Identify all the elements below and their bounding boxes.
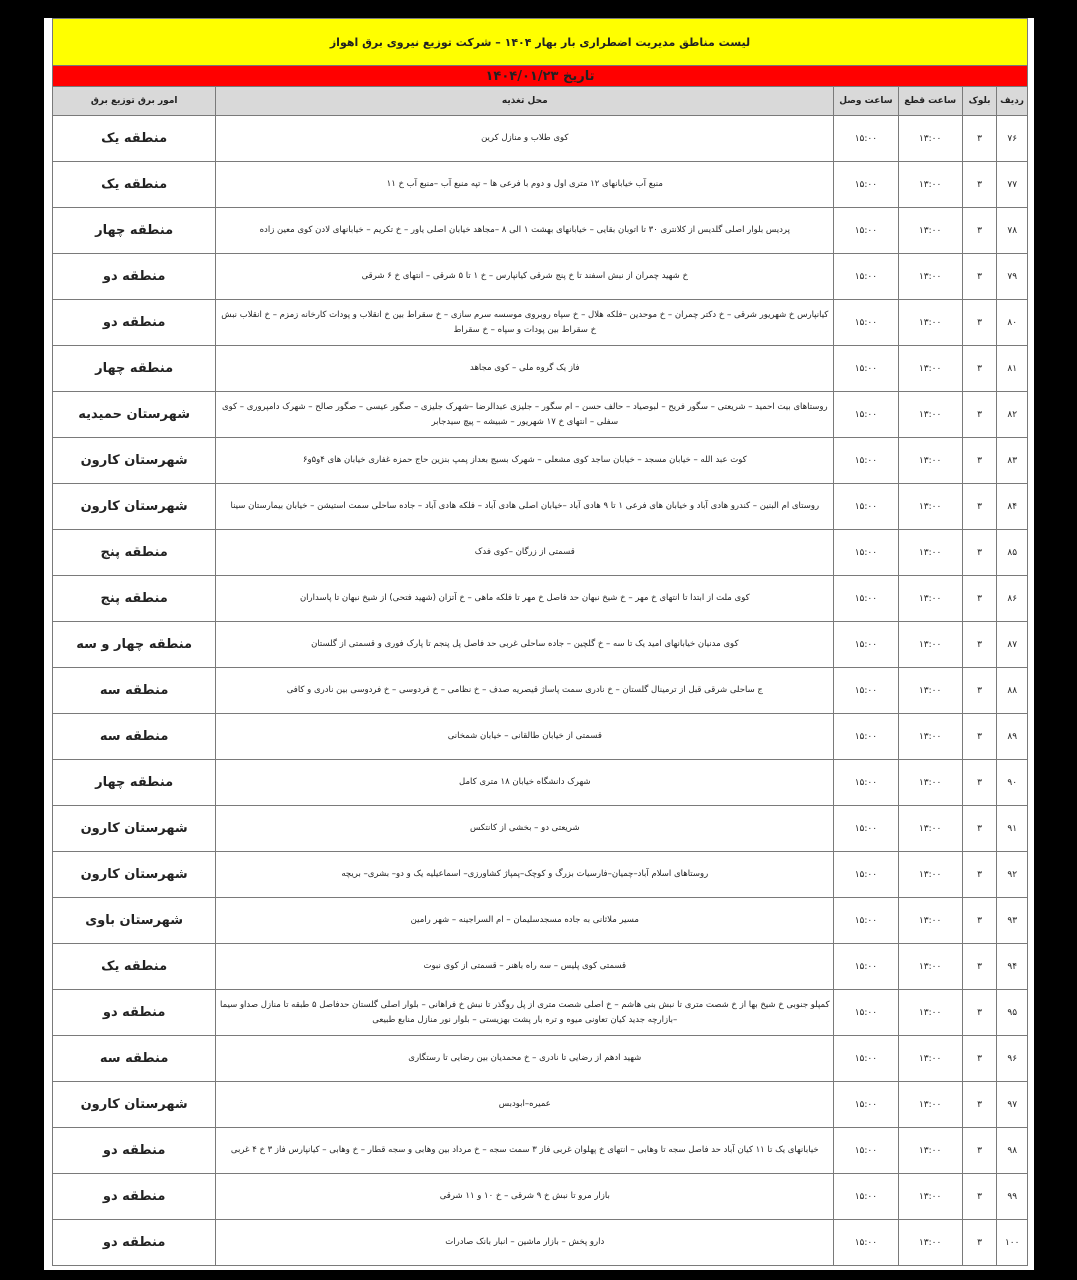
location-cell: روستاهای اسلام آباد–چمیان–فارسیات بزرگ و کوچک–پمپاژ کشاورزی– اسماعیلیه یک و دو– بشری– بریچه <box>216 852 834 898</box>
cut-time-cell: ۱۳:۰۰ <box>898 714 962 760</box>
row-number: ۹۹ <box>997 1174 1028 1220</box>
block-cell: ۳ <box>962 944 997 990</box>
location-cell: کیانپارس خ شهریور شرقی – خ دکتر چمران – خ موحدین –فلکه هلال – خ سپاه روبروی موسسه سرم سازی – خ سقراط بین خ انقلاب و پودات کارخانه زمزم – خ انقلاب نبش خ سقراط بین پودات و سپاه – خ سقراط <box>216 300 834 346</box>
location-cell: خیابانهای یک تا ۱۱ کیان آباد حد فاصل سجه تا وهابی – انتهای خ پهلوان غربی فاز ۳ سمت سجه – خ مرداد بین وهابی و سجه قطار – خ وهابی – کیانپارس فاز ۳ خ ۴ غربی <box>216 1128 834 1174</box>
table-row <box>53 392 1028 438</box>
cut-time-cell: ۱۳:۰۰ <box>898 1036 962 1082</box>
connect-time-cell: ۱۵:۰۰ <box>834 346 898 392</box>
area-cell: منطقه دو <box>53 1220 216 1266</box>
block-cell: ۳ <box>962 484 997 530</box>
block-cell: ۳ <box>962 392 997 438</box>
cut-time-cell: ۱۳:۰۰ <box>898 1174 962 1220</box>
connect-time-cell: ۱۵:۰۰ <box>834 1082 898 1128</box>
area-cell: منطقه چهار <box>53 346 216 392</box>
row-number: ۷۹ <box>997 254 1028 300</box>
cut-time-cell: ۱۳:۰۰ <box>898 392 962 438</box>
cut-time-cell: ۱۳:۰۰ <box>898 300 962 346</box>
block-cell: ۳ <box>962 208 997 254</box>
connect-time-cell: ۱۵:۰۰ <box>834 898 898 944</box>
location-cell: قسمتی از خیابان طالقانی – خیابان شمخانی <box>216 714 834 760</box>
cut-time-cell: ۱۳:۰۰ <box>898 576 962 622</box>
block-cell: ۳ <box>962 116 997 162</box>
outage-schedule-table <box>52 18 1028 1266</box>
row-number: ۸۹ <box>997 714 1028 760</box>
block-cell: ۳ <box>962 1082 997 1128</box>
cut-time-cell: ۱۳:۰۰ <box>898 898 962 944</box>
area-cell: منطقه دو <box>53 990 216 1036</box>
area-cell: شهرستان باوی <box>53 898 216 944</box>
block-cell: ۳ <box>962 990 997 1036</box>
connect-time-cell: ۱۵:۰۰ <box>834 484 898 530</box>
connect-time-cell: ۱۵:۰۰ <box>834 208 898 254</box>
table-row <box>53 898 1028 944</box>
block-cell: ۳ <box>962 1128 997 1174</box>
cut-time-cell: ۱۳:۰۰ <box>898 990 962 1036</box>
header-row-number: ردیف <box>997 87 1028 116</box>
block-cell: ۳ <box>962 806 997 852</box>
cut-time-cell: ۱۳:۰۰ <box>898 1128 962 1174</box>
table-row <box>53 208 1028 254</box>
connect-time-cell: ۱۵:۰۰ <box>834 1220 898 1266</box>
location-cell: پردیس بلوار اصلی گلدیس از کلانتری ۳۰ تا اتوبان بقایی – خیابانهای بهشت ۱ الی ۸ –مجاهد خیابان اصلی یاور – خ تکریم – خیابانهای لادن کوی معین زاده <box>216 208 834 254</box>
connect-time-cell: ۱۵:۰۰ <box>834 530 898 576</box>
block-cell: ۳ <box>962 852 997 898</box>
block-cell: ۳ <box>962 760 997 806</box>
block-cell: ۳ <box>962 622 997 668</box>
table-row <box>53 668 1028 714</box>
area-cell: شهرستان کارون <box>53 484 216 530</box>
block-cell: ۳ <box>962 438 997 484</box>
block-cell: ۳ <box>962 530 997 576</box>
document-title: لیست مناطق مدیریت اضطراری بار بهار ۱۴۰۴ – شرکت توزیع نیروی برق اهواز <box>53 19 1028 66</box>
block-cell: ۳ <box>962 346 997 392</box>
connect-time-cell: ۱۵:۰۰ <box>834 1128 898 1174</box>
row-number: ۹۶ <box>997 1036 1028 1082</box>
row-number: ۹۲ <box>997 852 1028 898</box>
location-cell: فاز یک گروه ملی – کوی مجاهد <box>216 346 834 392</box>
cut-time-cell: ۱۳:۰۰ <box>898 944 962 990</box>
row-number: ۸۲ <box>997 392 1028 438</box>
location-cell: مسیر ملاثانی به جاده مسجدسلیمان – ام السراجینه – شهر رامین <box>216 898 834 944</box>
area-cell: شهرستان کارون <box>53 1082 216 1128</box>
connect-time-cell: ۱۵:۰۰ <box>834 944 898 990</box>
location-cell: عمیره–ابودبس <box>216 1082 834 1128</box>
row-number: ۸۵ <box>997 530 1028 576</box>
table-row <box>53 484 1028 530</box>
table-row <box>53 162 1028 208</box>
row-number: ۷۶ <box>997 116 1028 162</box>
location-cell: خ شهید چمران از نبش اسفند تا خ پنج شرقی کیانپارس – خ ۱ تا ۵ شرقی – انتهای خ ۶ شرقی <box>216 254 834 300</box>
document-page <box>44 18 1034 1270</box>
header-cut-time: ساعت قطع <box>898 87 962 116</box>
table-row <box>53 852 1028 898</box>
table-row <box>53 346 1028 392</box>
area-cell: منطقه یک <box>53 116 216 162</box>
table-row <box>53 1128 1028 1174</box>
area-cell: منطقه سه <box>53 668 216 714</box>
block-cell: ۳ <box>962 668 997 714</box>
row-number: ۸۴ <box>997 484 1028 530</box>
area-cell: شهرستان کارون <box>53 806 216 852</box>
row-number: ۹۷ <box>997 1082 1028 1128</box>
area-cell: منطقه چهار <box>53 208 216 254</box>
table-row <box>53 254 1028 300</box>
row-number: ۹۵ <box>997 990 1028 1036</box>
connect-time-cell: ۱۵:۰۰ <box>834 852 898 898</box>
location-cell: دارو پخش – بازار ماشین – انبار بانک صادرات <box>216 1220 834 1266</box>
area-cell: منطقه پنج <box>53 530 216 576</box>
location-cell: شهید ادهم از رضایی تا نادری – خ محمدیان بین رضایی تا رستگاری <box>216 1036 834 1082</box>
location-cell: کوی مدنیان خیابانهای امید یک تا سه – خ گلچین – جاده ساحلی غربی حد فاصل پل پنجم تا پارک فوری و قسمتی از گلستان <box>216 622 834 668</box>
block-cell: ۳ <box>962 576 997 622</box>
row-number: ۷۸ <box>997 208 1028 254</box>
cut-time-cell: ۱۳:۰۰ <box>898 254 962 300</box>
cut-time-cell: ۱۳:۰۰ <box>898 760 962 806</box>
location-cell: روستاهای بیت احمید – شریعتی – سگور فریح – لبوصیاد – حالف حسن – ام سگور – جلیزی عبدالرضا –شهرک جلیزی – صگور عیسی – صگور صالح – شهرک دامپروری – کوی سفلی – انتهای خ ۱۷ شهریور – شبیشه – پیچ سیدجابر <box>216 392 834 438</box>
area-cell: منطقه پنج <box>53 576 216 622</box>
block-cell: ۳ <box>962 714 997 760</box>
table-row <box>53 1174 1028 1220</box>
block-cell: ۳ <box>962 1174 997 1220</box>
block-cell: ۳ <box>962 1220 997 1266</box>
location-cell: منبع آب خیابانهای ۱۲ متری اول و دوم با فرعی ها – تپه منبع آب –منبع آب خ ۱۱ <box>216 162 834 208</box>
row-number: ۷۷ <box>997 162 1028 208</box>
block-cell: ۳ <box>962 254 997 300</box>
connect-time-cell: ۱۵:۰۰ <box>834 668 898 714</box>
document-date: تاریخ ۱۴۰۴/۰۱/۲۳ <box>53 66 1028 87</box>
area-cell: منطقه یک <box>53 162 216 208</box>
header-connect-time: ساعت وصل <box>834 87 898 116</box>
connect-time-cell: ۱۵:۰۰ <box>834 806 898 852</box>
block-cell: ۳ <box>962 162 997 208</box>
row-number: ۹۳ <box>997 898 1028 944</box>
location-cell: ج ساحلی شرقی قبل از ترمینال گلستان – خ نادری سمت پاساژ قیصریه صدف – خ نظامی – خ فردوسی – خ فردوسی بین نادری و کافی <box>216 668 834 714</box>
block-cell: ۳ <box>962 898 997 944</box>
location-cell: شهرک دانشگاه خیابان ۱۸ متری کامل <box>216 760 834 806</box>
title-row <box>53 19 1028 66</box>
area-cell: منطقه سه <box>53 1036 216 1082</box>
connect-time-cell: ۱۵:۰۰ <box>834 1036 898 1082</box>
block-cell: ۳ <box>962 300 997 346</box>
date-row <box>53 66 1028 87</box>
table-row <box>53 438 1028 484</box>
cut-time-cell: ۱۳:۰۰ <box>898 852 962 898</box>
table-row <box>53 622 1028 668</box>
row-number: ۸۳ <box>997 438 1028 484</box>
row-number: ۸۰ <box>997 300 1028 346</box>
cut-time-cell: ۱۳:۰۰ <box>898 622 962 668</box>
header-location: محل تغذیه <box>216 87 834 116</box>
location-cell: کوی طلاب و منازل کرین <box>216 116 834 162</box>
area-cell: منطقه چهار <box>53 760 216 806</box>
area-cell: منطقه دو <box>53 1128 216 1174</box>
connect-time-cell: ۱۵:۰۰ <box>834 622 898 668</box>
row-number: ۹۴ <box>997 944 1028 990</box>
connect-time-cell: ۱۵:۰۰ <box>834 438 898 484</box>
location-cell: بازار مرو تا نبش خ ۹ شرقی – خ ۱۰ و ۱۱ شرقی <box>216 1174 834 1220</box>
location-cell: کوی ملت از ابتدا تا انتهای خ مهر – خ شیخ نبهان حد فاصل خ مهر تا فلکه ماهی – خ آتزان (شهید فتحی) از شیخ نبهان تا پاسداران <box>216 576 834 622</box>
table-row <box>53 1036 1028 1082</box>
table-row <box>53 576 1028 622</box>
area-cell: منطقه چهار و سه <box>53 622 216 668</box>
table-row <box>53 760 1028 806</box>
row-number: ۹۱ <box>997 806 1028 852</box>
connect-time-cell: ۱۵:۰۰ <box>834 576 898 622</box>
connect-time-cell: ۱۵:۰۰ <box>834 990 898 1036</box>
connect-time-cell: ۱۵:۰۰ <box>834 300 898 346</box>
row-number: ۹۸ <box>997 1128 1028 1174</box>
connect-time-cell: ۱۵:۰۰ <box>834 1174 898 1220</box>
row-number: ۸۷ <box>997 622 1028 668</box>
location-cell: کوت عبد الله – خیابان مسجد – خیابان ساجد کوی مشعلی – شهرک بسیج بعداز پمپ بنزین حاج حمزه غفاری خیابان های ۴و۵و۶ <box>216 438 834 484</box>
table-row <box>53 1082 1028 1128</box>
connect-time-cell: ۱۵:۰۰ <box>834 116 898 162</box>
area-cell: منطقه دو <box>53 254 216 300</box>
location-cell: روستای ام البنین – کندرو هادی آباد و خیابان های فرعی ۱ تا ۹ هادی آباد –خیابان اصلی هادی آباد – فلکه هادی آباد – جاده ساحلی سمت استیشن – خیابان بیمارستان سینا <box>216 484 834 530</box>
table-row <box>53 116 1028 162</box>
area-cell: منطقه سه <box>53 714 216 760</box>
cut-time-cell: ۱۳:۰۰ <box>898 1082 962 1128</box>
table-row <box>53 300 1028 346</box>
column-header-row <box>53 87 1028 116</box>
area-cell: منطقه دو <box>53 300 216 346</box>
row-number: ۸۶ <box>997 576 1028 622</box>
cut-time-cell: ۱۳:۰۰ <box>898 116 962 162</box>
cut-time-cell: ۱۳:۰۰ <box>898 438 962 484</box>
connect-time-cell: ۱۵:۰۰ <box>834 714 898 760</box>
location-cell: قسمتی از زرگان –کوی فدک <box>216 530 834 576</box>
connect-time-cell: ۱۵:۰۰ <box>834 254 898 300</box>
location-cell: قسمتی کوی پلیس – سه راه باهنر – قسمتی از کوی نبوت <box>216 944 834 990</box>
cut-time-cell: ۱۳:۰۰ <box>898 346 962 392</box>
row-number: ۸۸ <box>997 668 1028 714</box>
table-row <box>53 714 1028 760</box>
connect-time-cell: ۱۵:۰۰ <box>834 162 898 208</box>
area-cell: منطقه یک <box>53 944 216 990</box>
connect-time-cell: ۱۵:۰۰ <box>834 392 898 438</box>
row-number: ۱۰۰ <box>997 1220 1028 1266</box>
table-row <box>53 1220 1028 1266</box>
area-cell: شهرستان کارون <box>53 438 216 484</box>
cut-time-cell: ۱۳:۰۰ <box>898 162 962 208</box>
area-cell: شهرستان کارون <box>53 852 216 898</box>
table-row <box>53 944 1028 990</box>
cut-time-cell: ۱۳:۰۰ <box>898 668 962 714</box>
cut-time-cell: ۱۳:۰۰ <box>898 806 962 852</box>
connect-time-cell: ۱۵:۰۰ <box>834 760 898 806</box>
table-row <box>53 806 1028 852</box>
table-row <box>53 990 1028 1036</box>
row-number: ۹۰ <box>997 760 1028 806</box>
area-cell: شهرستان حمیدیه <box>53 392 216 438</box>
cut-time-cell: ۱۳:۰۰ <box>898 484 962 530</box>
location-cell: شریعتی دو – بخشی از کانتکس <box>216 806 834 852</box>
row-number: ۸۱ <box>997 346 1028 392</box>
header-block: بلوک <box>962 87 997 116</box>
area-cell: منطقه دو <box>53 1174 216 1220</box>
cut-time-cell: ۱۳:۰۰ <box>898 208 962 254</box>
block-cell: ۳ <box>962 1036 997 1082</box>
cut-time-cell: ۱۳:۰۰ <box>898 530 962 576</box>
cut-time-cell: ۱۳:۰۰ <box>898 1220 962 1266</box>
table-row <box>53 530 1028 576</box>
location-cell: کمپلو جنوبی خ شیخ بها از خ شصت متری تا نبش بنی هاشم – خ اصلی شصت متری از پل روگذر تا نبش خ فراهانی – بلوار اصلی گلستان حدفاصل ۵ طبقه تا منازل صداو سیما –بازارچه جدید کیان تعاونی میوه و تره بار پشت بهزیستی – بلوار نور منازل منابع طبیعی <box>216 990 834 1036</box>
header-area: امور برق توزیع برق <box>53 87 216 116</box>
